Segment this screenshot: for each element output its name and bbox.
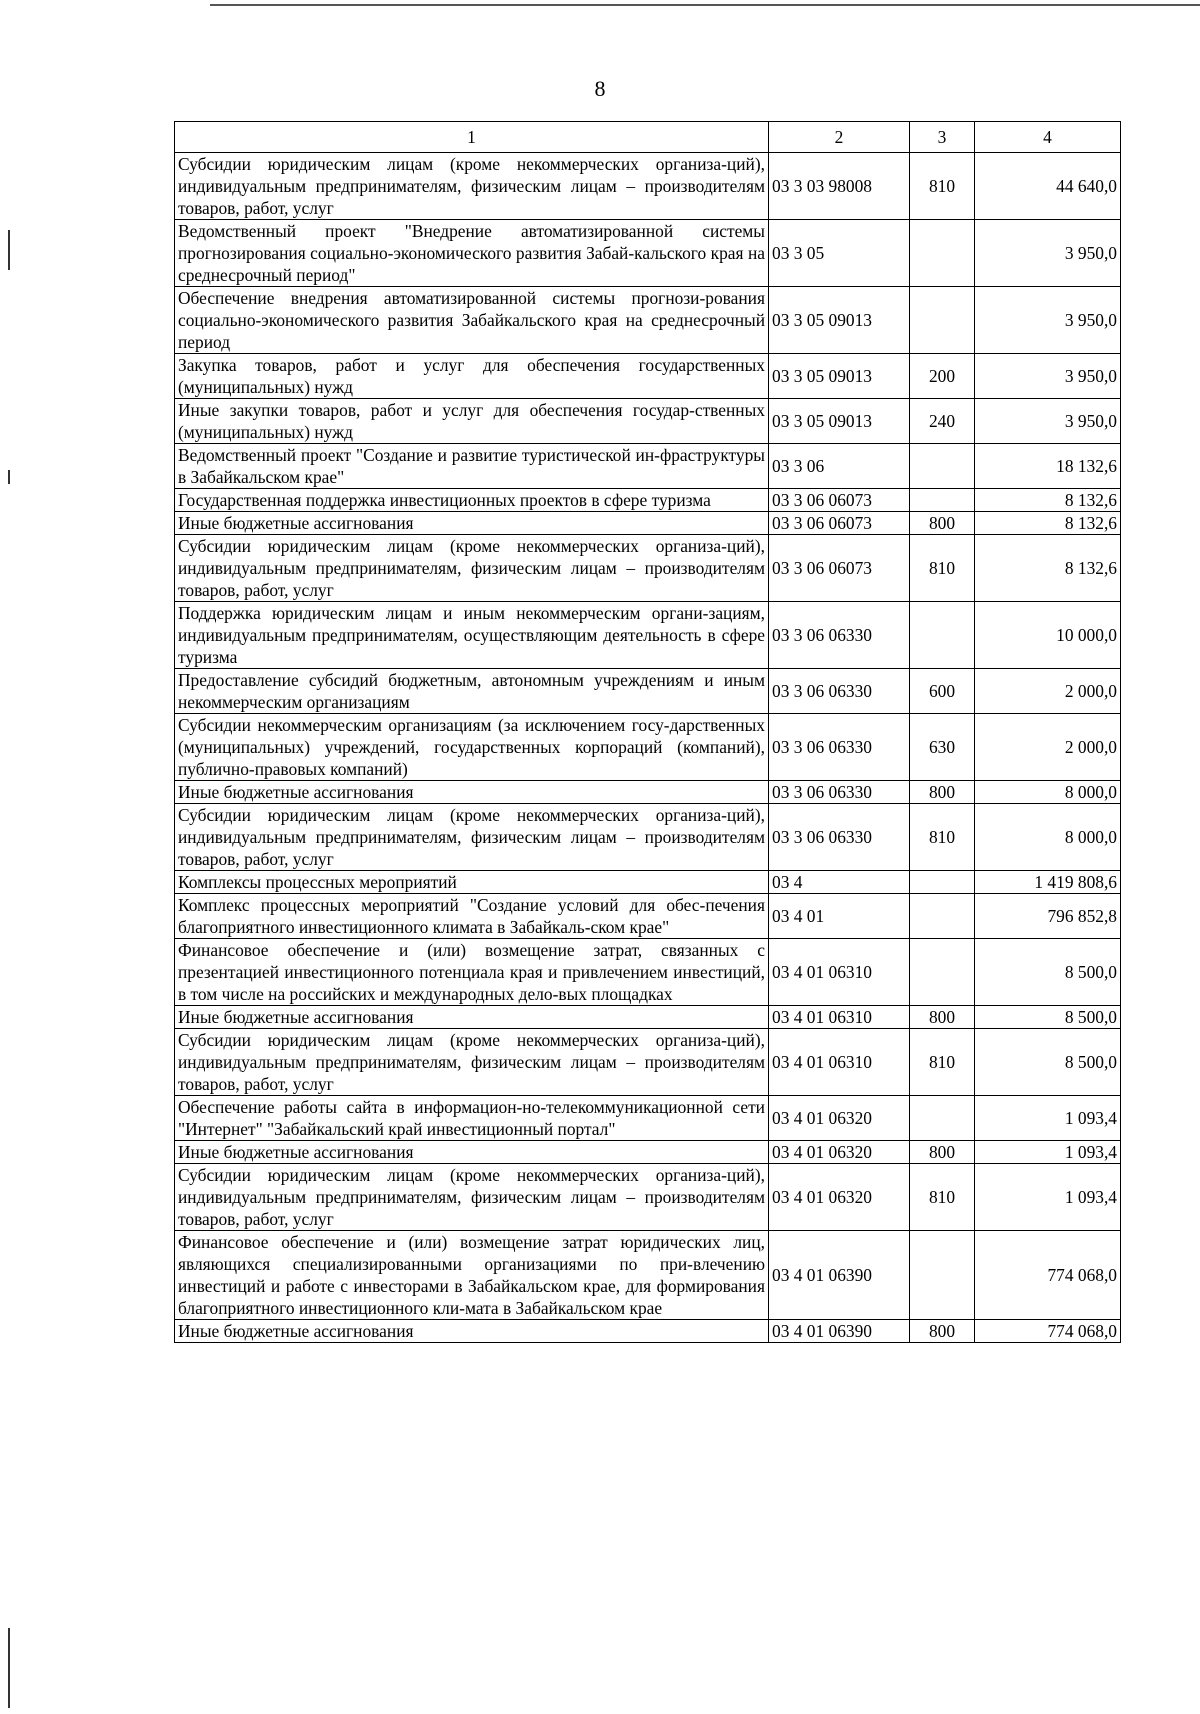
table-row (175, 220, 1121, 287)
table-header-row (175, 122, 1121, 153)
row-amount-cell: 796 852,8 (975, 894, 1121, 939)
row-type-cell: 200 (910, 354, 975, 399)
row-name-cell: Иные бюджетные ассигнования (175, 1006, 769, 1029)
table-row (175, 781, 1121, 804)
table-row (175, 871, 1121, 894)
row-amount-cell: 44 640,0 (975, 153, 1121, 220)
row-type-cell: 810 (910, 1029, 975, 1096)
table-row (175, 1231, 1121, 1320)
row-type-cell: 810 (910, 804, 975, 871)
row-name-cell: Субсидии юридическим лицам (кроме некоммерческих организа-ций), индивидуальным предпринимателям, физическим лицам – производителям товаров, работ, услуг (175, 1164, 769, 1231)
row-amount-cell: 1 093,4 (975, 1164, 1121, 1231)
row-amount-cell: 3 950,0 (975, 220, 1121, 287)
table-row (175, 354, 1121, 399)
row-amount-cell: 1 093,4 (975, 1096, 1121, 1141)
table-row (175, 894, 1121, 939)
table-row (175, 939, 1121, 1006)
row-amount-cell: 2 000,0 (975, 669, 1121, 714)
column-header-2: 2 (769, 122, 910, 153)
row-name-cell: Финансовое обеспечение и (или) возмещение затрат юридических лиц, являющихся специализированными организациями по при-влечению инвестиций и работе с инвесторами в Забайкальском крае, для формирования благоприятного инвестиционного кли-мата в Забайкальском крае (175, 1231, 769, 1320)
row-name-cell: Комплекс процессных мероприятий "Создание условий для обес-печения благоприятного инвестиционного климата в Забайкаль-ском крае" (175, 894, 769, 939)
row-code-cell: 03 4 01 06320 (769, 1096, 910, 1141)
row-code-cell: 03 3 06 06330 (769, 781, 910, 804)
table-row (175, 1029, 1121, 1096)
top-scan-edge (210, 4, 1200, 6)
row-type-cell (910, 444, 975, 489)
table-row (175, 1006, 1121, 1029)
row-amount-cell: 8 500,0 (975, 939, 1121, 1006)
row-code-cell: 03 4 01 06390 (769, 1320, 910, 1343)
row-type-cell: 800 (910, 1141, 975, 1164)
table-row (175, 399, 1121, 444)
row-name-cell: Ведомственный проект "Создание и развитие туристической ин-фраструктуры в Забайкальском крае" (175, 444, 769, 489)
row-name-cell: Иные бюджетные ассигнования (175, 781, 769, 804)
row-name-cell: Субсидии юридическим лицам (кроме некоммерческих организа-ций), индивидуальным предпринимателям, физическим лицам – производителям товаров, работ, услуг (175, 804, 769, 871)
row-type-cell: 800 (910, 1006, 975, 1029)
row-code-cell: 03 4 01 06310 (769, 1006, 910, 1029)
row-name-cell: Иные закупки товаров, работ и услуг для обеспечения государ-ственных (муниципальных) нужд (175, 399, 769, 444)
row-code-cell: 03 3 06 06073 (769, 489, 910, 512)
row-type-cell: 810 (910, 535, 975, 602)
row-code-cell: 03 4 01 06320 (769, 1164, 910, 1231)
row-amount-cell: 3 950,0 (975, 287, 1121, 354)
row-amount-cell: 8 132,6 (975, 535, 1121, 602)
row-name-cell: Обеспечение внедрения автоматизированной системы прогнози-рования социально-экономического развития Забайкальского края на среднесрочный период (175, 287, 769, 354)
row-code-cell: 03 3 06 06073 (769, 535, 910, 602)
row-code-cell: 03 3 06 (769, 444, 910, 489)
row-name-cell: Субсидии некоммерческим организациям (за исключением госу-дарственных (муниципальных) учреждений, государственных корпораций (компаний), публично-правовых компаний) (175, 714, 769, 781)
row-code-cell: 03 4 01 06310 (769, 1029, 910, 1096)
table-row (175, 1320, 1121, 1343)
row-name-cell: Субсидии юридическим лицам (кроме некоммерческих организа-ций), индивидуальным предпринимателям, физическим лицам – производителям товаров, работ, услуг (175, 535, 769, 602)
row-name-cell: Иные бюджетные ассигнования (175, 1141, 769, 1164)
table-row (175, 1096, 1121, 1141)
budget-table (174, 121, 1121, 1343)
row-type-cell: 630 (910, 714, 975, 781)
page-number: 8 (594, 76, 606, 101)
row-code-cell: 03 3 06 06073 (769, 512, 910, 535)
row-code-cell: 03 3 05 09013 (769, 287, 910, 354)
row-code-cell: 03 3 05 09013 (769, 399, 910, 444)
row-amount-cell: 3 950,0 (975, 399, 1121, 444)
table-row (175, 804, 1121, 871)
row-amount-cell: 774 068,0 (975, 1320, 1121, 1343)
scan-margin-mark (8, 1628, 10, 1708)
row-code-cell: 03 3 03 98008 (769, 153, 910, 220)
row-amount-cell: 1 419 808,6 (975, 871, 1121, 894)
row-name-cell: Предоставление субсидий бюджетным, автономным учреждениям и иным некоммерческим организациям (175, 669, 769, 714)
row-type-cell: 800 (910, 512, 975, 535)
row-name-cell: Комплексы процессных мероприятий (175, 871, 769, 894)
row-name-cell: Поддержка юридическим лицам и иным некоммерческим органи-зациям, индивидуальным предпринимателям, осуществляющим деятельность в сфере туризма (175, 602, 769, 669)
row-name-cell: Субсидии юридическим лицам (кроме некоммерческих организа-ций), индивидуальным предпринимателям, физическим лицам – производителям товаров, работ, услуг (175, 1029, 769, 1096)
row-code-cell: 03 3 05 (769, 220, 910, 287)
row-type-cell (910, 894, 975, 939)
row-code-cell: 03 3 06 06330 (769, 602, 910, 669)
row-code-cell: 03 3 06 06330 (769, 714, 910, 781)
row-code-cell: 03 4 01 06310 (769, 939, 910, 1006)
row-amount-cell: 2 000,0 (975, 714, 1121, 781)
row-amount-cell: 10 000,0 (975, 602, 1121, 669)
scan-margin-mark (8, 230, 10, 270)
table-row (175, 535, 1121, 602)
row-type-cell (910, 1231, 975, 1320)
row-amount-cell: 8 132,6 (975, 489, 1121, 512)
table-row (175, 512, 1121, 535)
row-amount-cell: 8 132,6 (975, 512, 1121, 535)
table-row (175, 1164, 1121, 1231)
table-row (175, 714, 1121, 781)
row-amount-cell: 3 950,0 (975, 354, 1121, 399)
table-row (175, 287, 1121, 354)
row-code-cell: 03 3 06 06330 (769, 804, 910, 871)
column-header-1: 1 (175, 122, 769, 153)
row-name-cell: Субсидии юридическим лицам (кроме некоммерческих организа-ций), индивидуальным предпринимателям, физическим лицам – производителям товаров, работ, услуг (175, 153, 769, 220)
row-name-cell: Иные бюджетные ассигнования (175, 512, 769, 535)
row-type-cell: 810 (910, 153, 975, 220)
row-amount-cell: 18 132,6 (975, 444, 1121, 489)
table-row (175, 444, 1121, 489)
row-type-cell (910, 871, 975, 894)
row-name-cell: Государственная поддержка инвестиционных проектов в сфере туризма (175, 489, 769, 512)
row-type-cell: 800 (910, 1320, 975, 1343)
row-type-cell: 810 (910, 1164, 975, 1231)
row-code-cell: 03 3 06 06330 (769, 669, 910, 714)
row-type-cell (910, 287, 975, 354)
table-row (175, 153, 1121, 220)
table-row (175, 602, 1121, 669)
row-code-cell: 03 4 01 (769, 894, 910, 939)
column-header-4: 4 (975, 122, 1121, 153)
row-amount-cell: 8 000,0 (975, 804, 1121, 871)
row-code-cell: 03 3 05 09013 (769, 354, 910, 399)
row-name-cell: Иные бюджетные ассигнования (175, 1320, 769, 1343)
row-type-cell (910, 1096, 975, 1141)
row-code-cell: 03 4 01 06320 (769, 1141, 910, 1164)
row-name-cell: Ведомственный проект "Внедрение автоматизированной системы прогнозирования социально-экономического развития Забай-кальского края на среднесрочный период" (175, 220, 769, 287)
row-type-cell: 240 (910, 399, 975, 444)
row-amount-cell: 1 093,4 (975, 1141, 1121, 1164)
row-name-cell: Финансовое обеспечение и (или) возмещение затрат, связанных с презентацией инвестиционного потенциала края и привлечением инвестиций, в том числе на российских и международных дело-вых площадках (175, 939, 769, 1006)
row-code-cell: 03 4 01 06390 (769, 1231, 910, 1320)
row-amount-cell: 774 068,0 (975, 1231, 1121, 1320)
row-amount-cell: 8 000,0 (975, 781, 1121, 804)
row-name-cell: Закупка товаров, работ и услуг для обеспечения государственных (муниципальных) нужд (175, 354, 769, 399)
row-name-cell: Обеспечение работы сайта в информацион-но-телекоммуникационной сети "Интернет" "Забайкальский край инвестиционный портал" (175, 1096, 769, 1141)
table-body (175, 153, 1121, 1343)
table-row (175, 1141, 1121, 1164)
row-type-cell (910, 220, 975, 287)
row-type-cell (910, 602, 975, 669)
row-type-cell: 800 (910, 781, 975, 804)
row-amount-cell: 8 500,0 (975, 1029, 1121, 1096)
row-amount-cell: 8 500,0 (975, 1006, 1121, 1029)
column-header-3: 3 (910, 122, 975, 153)
row-type-cell (910, 939, 975, 1006)
row-type-cell: 600 (910, 669, 975, 714)
row-type-cell (910, 489, 975, 512)
table-row (175, 489, 1121, 512)
row-code-cell: 03 4 (769, 871, 910, 894)
scan-margin-mark (8, 470, 10, 484)
table-row (175, 669, 1121, 714)
